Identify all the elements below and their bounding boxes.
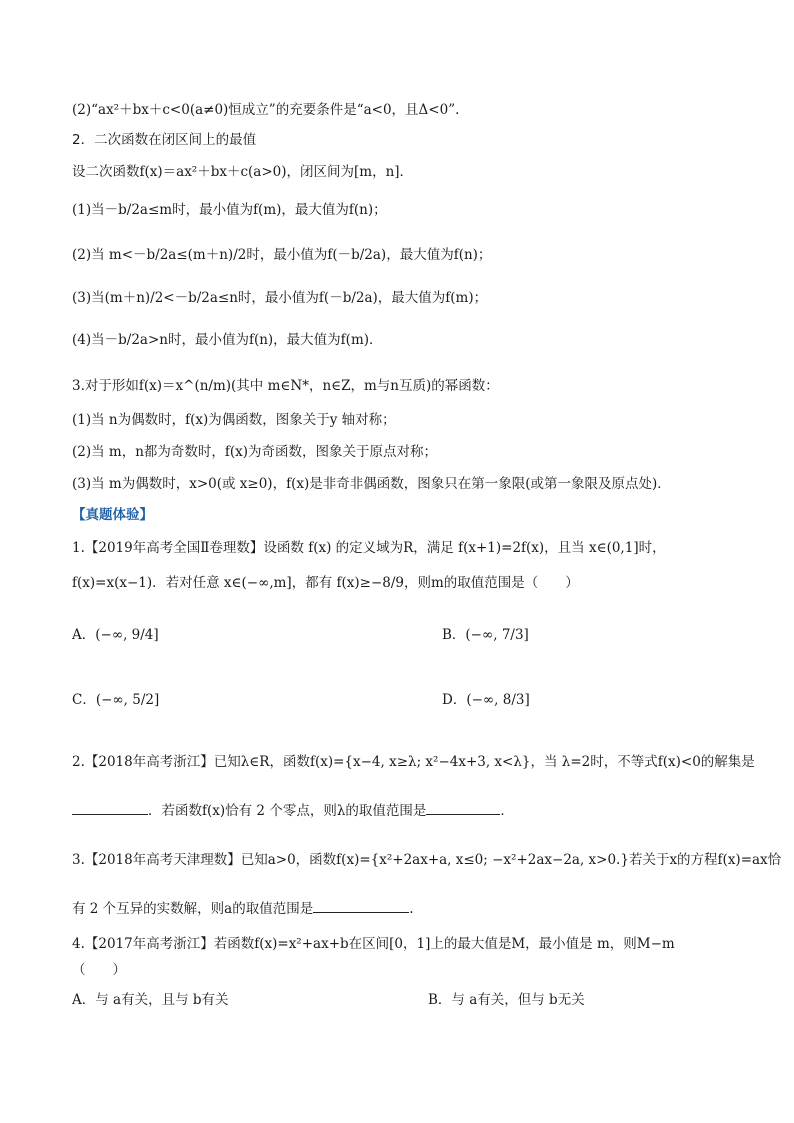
text-line: (1)当－b/2a≤m时，最小值为f(m)，最大值为f(n)；	[72, 202, 387, 218]
question-text: 3.【2018年高考天津理数】已知a>0，函数f(x)={x²+2ax+a, x≤0; −x²+2ax−2a, x>0.}若关于x的方程f(x)=ax恰	[72, 852, 782, 868]
option-b[interactable]: B．(−∞, 7/3]	[442, 627, 529, 643]
option-a[interactable]: A．与 a有关，且与 b有关	[72, 992, 229, 1008]
answer-blank[interactable]	[426, 800, 500, 815]
question-text: f(x)=x(x−1)．若对任意 x∈(−∞,m]，都有 f(x)≥−8/9，则m的取值范围是（ ）	[72, 575, 579, 591]
answer-blank[interactable]	[313, 898, 409, 913]
text-line: (3)当(m＋n)/2<－b/2a≤n时，最小值为f(－b/2a)，最大值为f(m)；	[72, 290, 488, 306]
question-text-line: 有 2 个互异的实数解，则a的取值范围是 .	[72, 898, 414, 919]
question-text: 1.【2019年高考全国Ⅱ卷理数】设函数 f(x) 的定义域为R，满足 f(x+1)=2f(x)，且当 x∈(0,1]时，	[72, 540, 666, 556]
option-d[interactable]: D．(−∞, 8/3]	[442, 692, 530, 708]
option-b[interactable]: B．与 a有关，但与 b无关	[428, 992, 585, 1008]
question-text: 4.【2017年高考浙江】若函数f(x)=x²+ax+b在区间[0，1]上的最大值是M，最小值是 m，则M−m	[72, 936, 675, 952]
question-text: 2.【2018年高考浙江】已知λ∈R，函数f(x)={x−4, x≥λ; x²−4x+3, x<λ}，当 λ=2时，不等式f(x)<0的解集是	[72, 754, 755, 770]
text-line: 设二次函数f(x)＝ax²＋bx＋c(a>0)，闭区间为[m，n]．	[72, 164, 414, 180]
text-line: 3.对于形如f(x)＝x^(n/m)(其中 m∈N*，n∈Z，m与n互质)的幂函数：	[72, 378, 499, 394]
text-line: (2)当 m<－b/2a≤(m＋n)/2时，最小值为f(－b/2a)，最大值为f(n)；	[72, 247, 492, 263]
option-c[interactable]: C．(−∞, 5/2]	[72, 692, 160, 708]
section-heading: 【真题体验】	[72, 507, 153, 523]
answer-blank[interactable]	[72, 800, 148, 815]
question-text: 有 2 个互异的实数解，则a的取值范围是	[72, 901, 314, 917]
text-line: (4)当－b/2a>n时，最小值为f(n)，最大值为f(m)．	[72, 332, 383, 348]
text-line: (2)“ax²＋bx＋c<0(a≠0)恒成立”的充要条件是“a<0，且Δ<0”.	[72, 102, 460, 118]
question-text: （ ）	[72, 962, 126, 978]
text-line: (3)当 m为偶数时，x>0(或 x≥0)，f(x)是非奇非偶函数，图象只在第一象限(或第一象限及原点处)．	[72, 476, 671, 492]
text-line: (1)当 n为偶数时，f(x)为偶函数，图象关于y 轴对称；	[72, 412, 396, 428]
section-title: 2．二次函数在闭区间上的最值	[72, 132, 257, 148]
question-text: ．若函数f(x)恰有 2 个零点，则λ的取值范围是	[148, 803, 427, 819]
question-text-line: ．若函数f(x)恰有 2 个零点，则λ的取值范围是 ．	[72, 800, 514, 821]
option-a[interactable]: A．(−∞, 9/4]	[72, 627, 159, 643]
text-line: (2)当 m，n都为奇数时，f(x)为奇函数，图象关于原点对称；	[72, 444, 438, 460]
